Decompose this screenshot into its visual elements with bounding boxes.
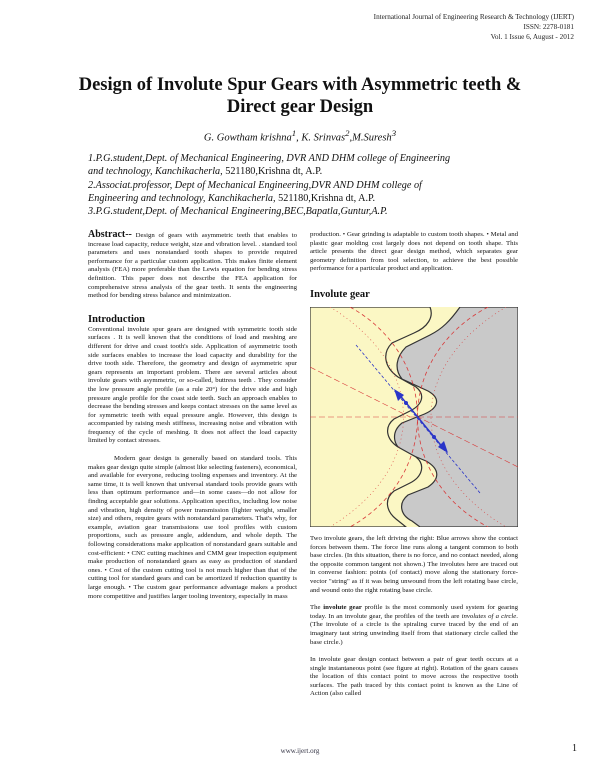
author-1: G. Gowtham krishna xyxy=(203,132,292,144)
abstract-text: Design of gears with asymmetric teeth that enables to increase load capacity, reduce weight, size and vibration level. . standard tool parameters and uses nonstandard tooth shapes to provide required performance for a particular custom application. This makes finite element analysis (FEA) more preferable than the Lewis equation for bending stress definition. This paper does not describe the FEA application for comprehensive stress analysis of the gear teeth. It sents the engineering method for bending stress balance and minimization. xyxy=(88,232,297,300)
affiliation-3: 3.P.G.student,Dept. of Mechanical Engineering,BEC,Bapatla,Guntur,A.P. xyxy=(88,206,388,218)
p2-middle: profile is the most commonly used system for gearing today. In an involute gear, the profiles of the teeth are xyxy=(310,604,518,620)
right-paragraph-1: production. • Gear grinding is adaptable to custom tooth shapes. • Metal and plastic gear molding cost largely does not depend on tooth shape. This article presents the direct gear design method, which separates gear geometry definition from tool selection, to achieve the best possible performance for a particular product and application. xyxy=(310,231,518,273)
affiliation-1c: 521180,Krishna dt, A.P. xyxy=(225,166,323,178)
journal-header xyxy=(374,12,574,42)
right-paragraph-2 xyxy=(310,604,518,647)
author-list xyxy=(40,128,560,144)
right-column xyxy=(310,231,518,699)
author-2-mark: 2 xyxy=(345,128,350,138)
footer-url[interactable]: www.ijert.org xyxy=(280,747,320,755)
affiliation-2a: 2.Associat.professor, xyxy=(88,179,175,191)
author-3: ,M.Suresh xyxy=(349,132,392,144)
journal-issn: ISSN: 2278-0181 xyxy=(523,23,574,31)
introduction-paragraph-2: Modern gear design is generally based on standard tools. This makes gear design quite simple (almost like selecting fasteners), economical, and available for everyone, reducing tooling expenses and inventory. At the same time, it is well known that universal standard tools provide gears with less than optimum performance and—in some cases—do not allow for finding acceptable gear solutions. Application specifics, including low noise and vibration, high density of power transmission (lighter weight, smaller size) and others, require gears with nonstandard parameters. That's why, for example, aviation gear transmissions use tool profiles with custom proportions, such as pressure angle, addendum, and whole depth. The following considerations make application of nonstandard gears suitable and cost-efficient: • CNC cutting machines and CMM gear inspection equipment make production of nonstandard gears as easy as production of standard ones. • Cost of the custom cutting tool is not much higher than that of the cutting tool for standard gears and can be amortized if reduction quantity is large enough. • The custom gear performance advantage makes a product more competitive and justifies larger tooling inventory, especially in mass xyxy=(88,455,297,600)
involute-gear-figure xyxy=(310,307,518,527)
introduction-paragraph-1: Conventional involute spur gears are designed with symmetric tooth side surfaces . It is well known that the conditions of load and meshing are different for drive and coast tooth's side. Application of asymmetric tooth side surfaces enables to increase the load capacity and durability for the drive tooth side. Therefore, the geometry and design of asymmetric spur gears represents an important problem. There are several articles about involute gears with asymmetric, or so-called, buttress teeth . They consider the low pressure angle profile (as a rule 20°) for the drive side and high pressure angle profile for the coast side teeth. Such an approach enables to decrease the bending stresses and keeps contact stresses on the same level as for symmetric teeth with equal pressure angle. However, this design is accompanied by raising mesh stiffness, increasing noise and vibration with frequency of the cycle of meshing. It does not affect the load capacity limited by contact stresses. xyxy=(88,325,297,445)
abstract-heading: Abstract-- xyxy=(88,229,132,240)
abstract xyxy=(88,231,297,301)
affiliation-1a: 1.P.G.student,Dept. of Mechanical Engineering, DVR AND DHM college of Engineering xyxy=(88,153,451,164)
introduction-heading: Introduction xyxy=(88,313,145,325)
contact-point-1 xyxy=(404,401,408,405)
p2-start: The xyxy=(310,604,324,612)
right-paragraph-3: In involute gear design contact between a pair of gear teeth occurs at a single instantaneous point (see figure at right). Rotation of the gears causes the location of this contact point to move across the respective tooth surfaces. The path traced by this contact point is known as the Line of Action (also called xyxy=(310,656,518,698)
left-column xyxy=(88,231,297,601)
affiliation-2b: Dept of Mechanical Engineering,DVR AND DHM college of xyxy=(174,179,422,191)
journal-name: International Journal of Engineering Research & Technology (IJERT) xyxy=(373,13,574,21)
p2-bold-term: involute gear xyxy=(323,604,362,612)
affiliation-1b: and technology, Kanchikacherla, xyxy=(88,166,226,178)
affiliations xyxy=(88,152,558,218)
title-line-2: Direct gear Design xyxy=(226,97,374,117)
affiliation-2c: Engineering and technology, Kanchikacherla, xyxy=(88,192,279,204)
paper-title xyxy=(40,74,560,118)
title-line-1: Design of Involute Spur Gears with Asymmetric teeth & xyxy=(78,75,522,95)
author-3-mark: 3 xyxy=(391,128,397,138)
page-number: 1 xyxy=(572,743,577,754)
journal-volume: Vol. 1 Issue 6, August - 2012 xyxy=(490,33,574,41)
figure-caption: Two involute gears, the left driving the right: Blue arrows show the contact forces between them. The force line runs along a tangent common to both base circles. (In this situation, there is no force, and no contact needed, along the opposite common tangent not shown.) The involutes here are traced out in converse fashion: points (of contact) move along the stationary force-vector "string" as if it was being unwound from the left rotating base circle, and wound onto the right rotating base circle. xyxy=(310,534,518,594)
involute-gear-heading: Involute gear xyxy=(310,288,370,300)
contact-point-2 xyxy=(432,435,436,439)
p2-link[interactable]: involutes of a circle xyxy=(461,612,517,620)
affiliation-2d: 521180,Krishna dt, A.P. xyxy=(278,192,376,204)
author-1-mark: 1 xyxy=(291,128,297,138)
p2-end: . (The involute of a circle is the spiraling curve traced by the end of an imaginary taut string unwinding itself from that stationary circle called the base circle.) xyxy=(310,612,518,646)
author-2: , K. Srinvas xyxy=(296,132,346,144)
